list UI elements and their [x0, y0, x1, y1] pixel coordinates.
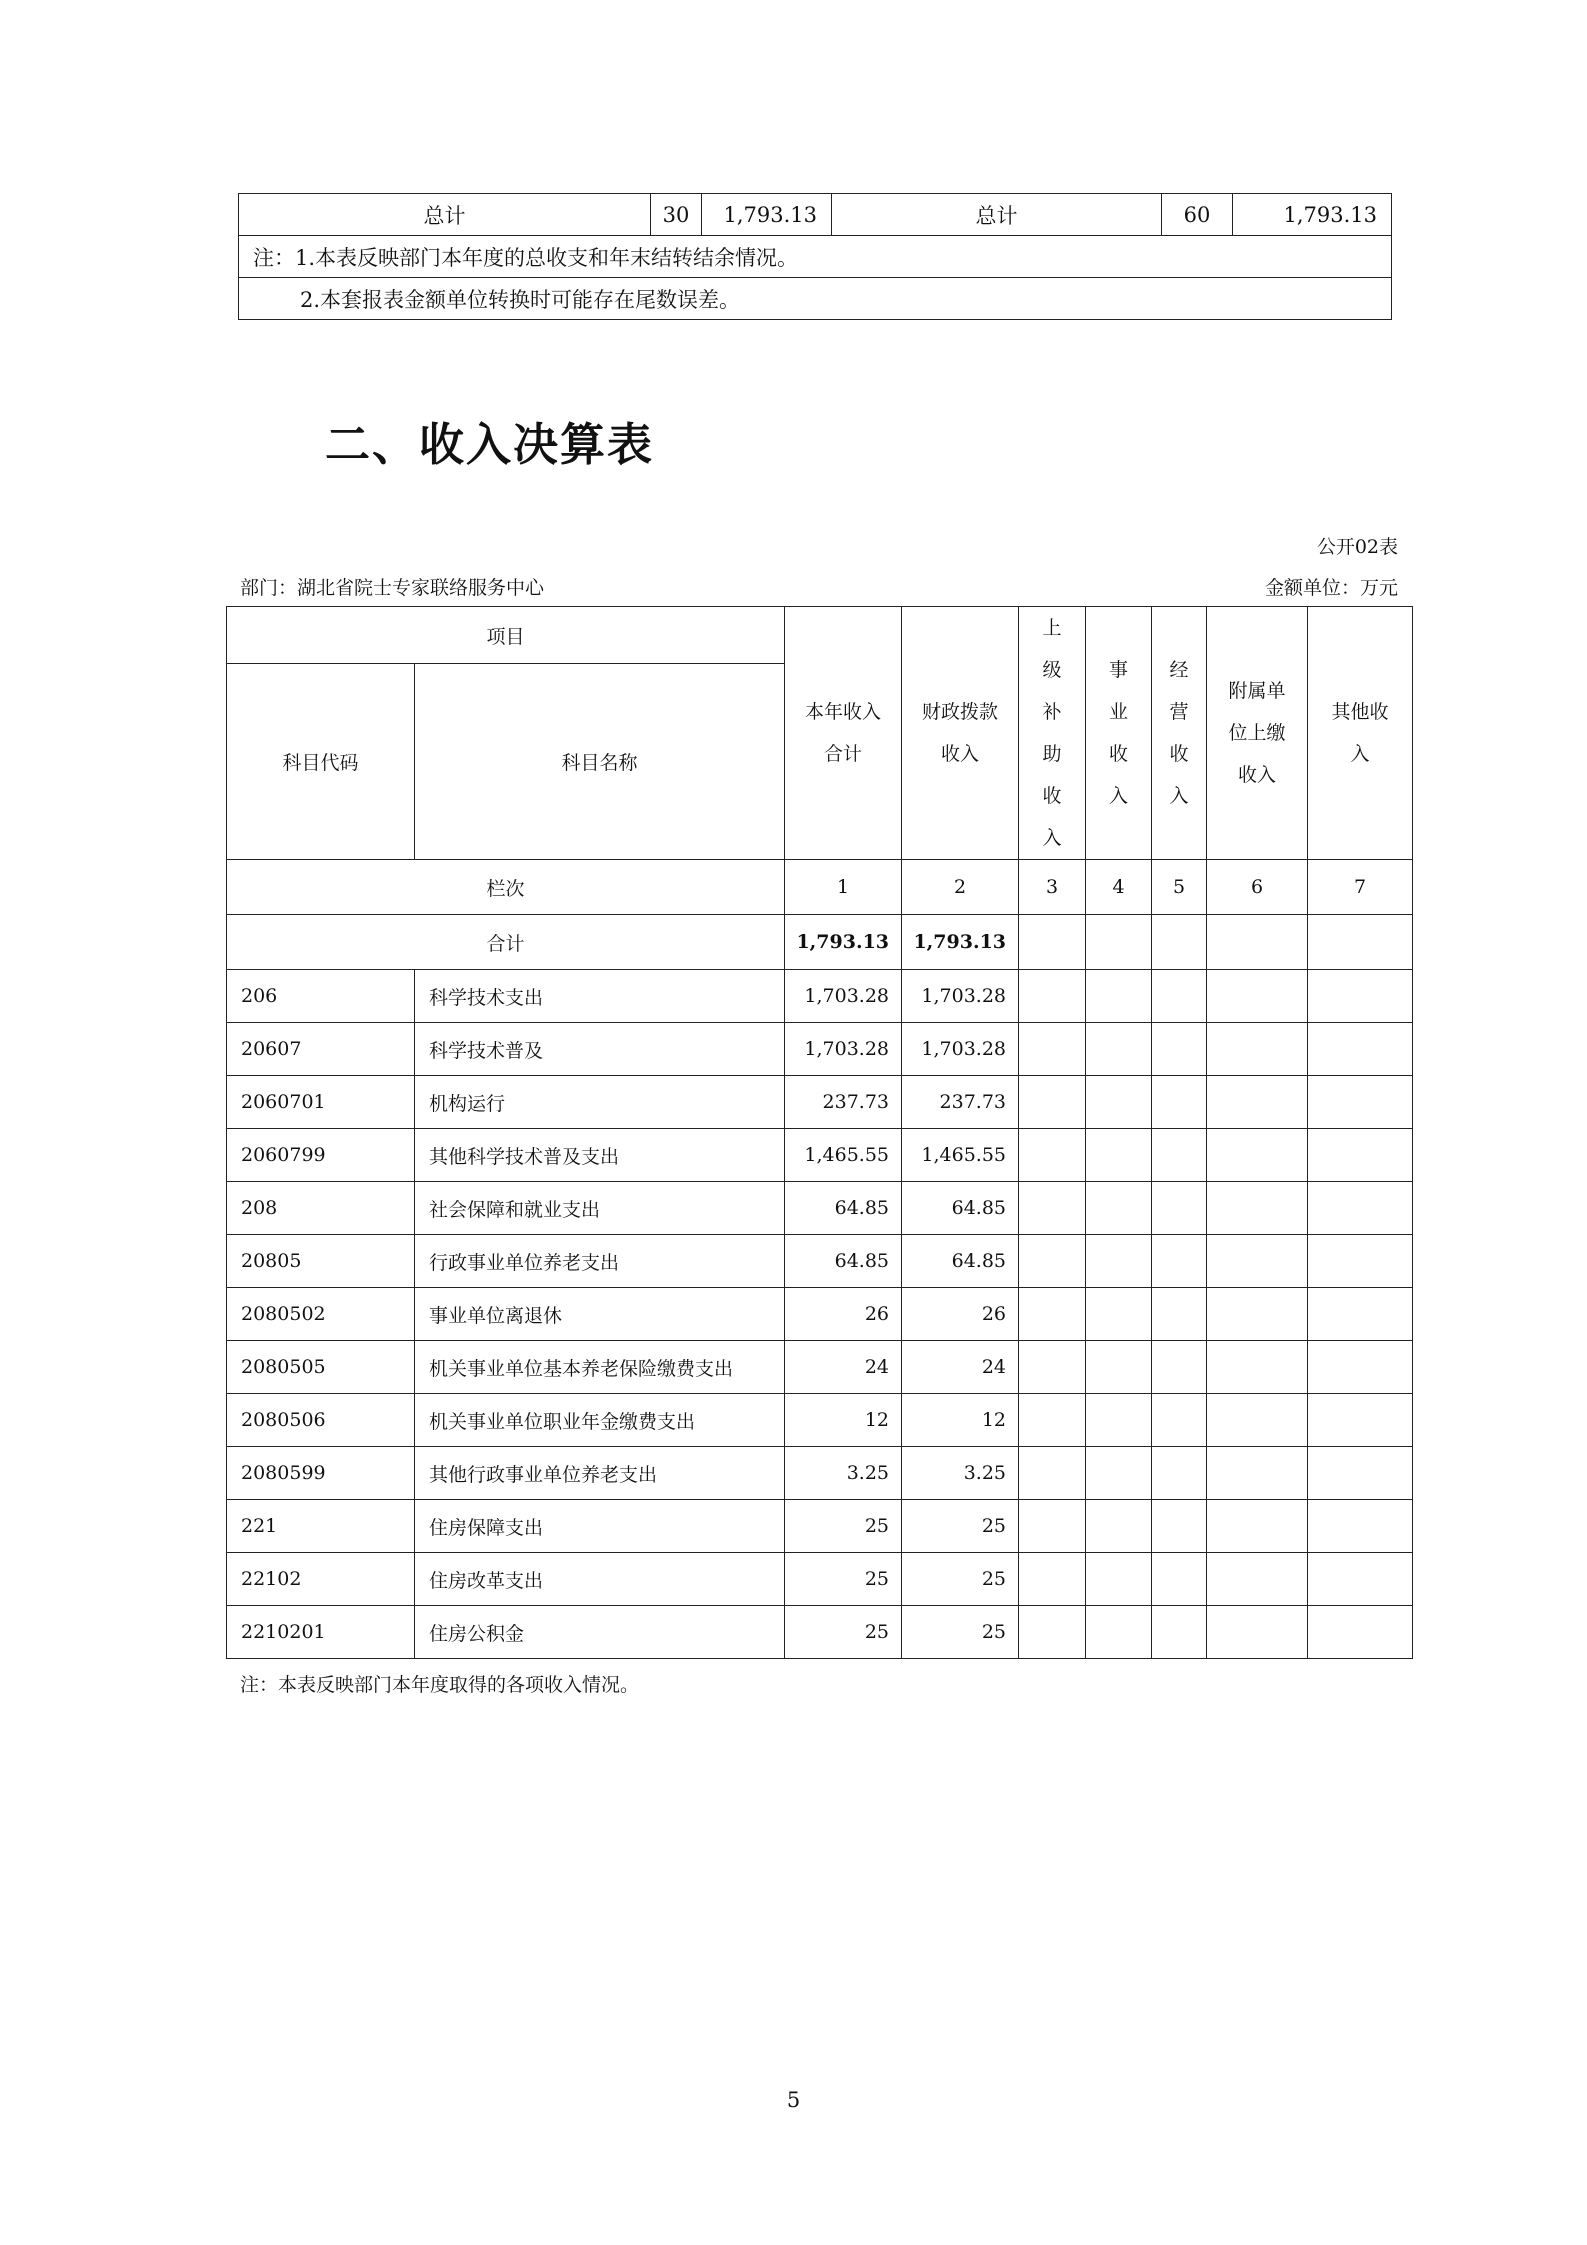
- row-total: 26: [785, 1288, 902, 1341]
- header-affiliated-line3: 收入: [1238, 764, 1277, 786]
- row-name: 住房公积金: [415, 1606, 785, 1659]
- row-code: 208: [227, 1182, 415, 1235]
- header-business-income: [1086, 607, 1152, 860]
- row-fiscal: 25: [902, 1606, 1019, 1659]
- summary-note-1: 注：1.本表反映部门本年度的总收支和年末结转结余情况。: [239, 236, 1392, 278]
- table-row: [227, 1076, 1413, 1129]
- table-row: [227, 1023, 1413, 1076]
- header-total-line1: 本年收入: [805, 701, 882, 723]
- header-operating-income: [1152, 607, 1207, 860]
- row-name: 机关事业单位基本养老保险缴费支出: [415, 1341, 785, 1394]
- total-label: 合计: [227, 915, 785, 970]
- summary-note-row-1: [239, 236, 1392, 278]
- row-name: 社会保障和就业支出: [415, 1182, 785, 1235]
- column-number: 2: [902, 860, 1019, 915]
- table-row: [227, 1447, 1413, 1500]
- row-code: 20805: [227, 1235, 415, 1288]
- header-operating-char: 经: [1169, 659, 1189, 681]
- summary-left-label: 总计: [239, 194, 651, 236]
- row-fiscal: 25: [902, 1500, 1019, 1553]
- table-footnote: 注：本表反映部门本年度取得的各项收入情况。: [240, 1674, 640, 1696]
- header-operating-char: 收: [1169, 743, 1189, 765]
- row-fiscal: 1,465.55: [902, 1129, 1019, 1182]
- row-fiscal: 64.85: [902, 1182, 1019, 1235]
- row-fiscal: 237.73: [902, 1076, 1019, 1129]
- row-total: 12: [785, 1394, 902, 1447]
- column-number: 3: [1019, 860, 1086, 915]
- summary-right-amount: 1,793.13: [1233, 194, 1392, 236]
- header-superior-char: 收: [1042, 785, 1062, 807]
- column-number: 4: [1086, 860, 1152, 915]
- header-name: 科目名称: [415, 664, 785, 860]
- header-operating-char: 营: [1169, 701, 1189, 723]
- header-affiliated-income: [1207, 607, 1308, 860]
- row-fiscal: 26: [902, 1288, 1019, 1341]
- row-total: 237.73: [785, 1076, 902, 1129]
- row-total: 25: [785, 1500, 902, 1553]
- summary-left-row: 30: [651, 194, 702, 236]
- column-number-label: 栏次: [227, 860, 785, 915]
- header-fiscal-line2: 收入: [941, 743, 980, 765]
- row-total: 1,703.28: [785, 1023, 902, 1076]
- row-fiscal: 12: [902, 1394, 1019, 1447]
- row-name: 行政事业单位养老支出: [415, 1235, 785, 1288]
- header-total-line2: 合计: [824, 743, 863, 765]
- total-row: [227, 915, 1413, 970]
- row-code: 2080502: [227, 1288, 415, 1341]
- row-total: 1,465.55: [785, 1129, 902, 1182]
- header-superior-char: 助: [1042, 743, 1062, 765]
- row-name: 机关事业单位职业年金缴费支出: [415, 1394, 785, 1447]
- row-total: 24: [785, 1341, 902, 1394]
- row-name: 住房保障支出: [415, 1500, 785, 1553]
- row-total: 64.85: [785, 1182, 902, 1235]
- department-label: 部门：湖北省院士专家联络服务中心: [240, 577, 545, 599]
- form-id: 公开02表: [1316, 536, 1398, 558]
- row-fiscal: 1,703.28: [902, 970, 1019, 1023]
- row-name: 科学技术普及: [415, 1023, 785, 1076]
- row-code: 2080599: [227, 1447, 415, 1500]
- header-superior-char: 级: [1042, 659, 1062, 681]
- row-fiscal: 64.85: [902, 1235, 1019, 1288]
- summary-total-row: [239, 194, 1392, 236]
- column-number: 6: [1207, 860, 1308, 915]
- header-total: [785, 607, 902, 860]
- row-name: 其他行政事业单位养老支出: [415, 1447, 785, 1500]
- header-superior-char: 上: [1042, 617, 1062, 639]
- row-code: 20607: [227, 1023, 415, 1076]
- header-other-line2: 入: [1350, 743, 1370, 765]
- row-code: 2060799: [227, 1129, 415, 1182]
- row-fiscal: 1,703.28: [902, 1023, 1019, 1076]
- header-item: 项目: [227, 607, 785, 664]
- header-affiliated-line1: 附属单: [1228, 680, 1286, 702]
- header-code: 科目代码: [227, 664, 415, 860]
- income-table: [226, 606, 1413, 1659]
- header-business-char: 收: [1109, 743, 1129, 765]
- header-affiliated-line2: 位上缴: [1228, 722, 1286, 744]
- row-total: 25: [785, 1553, 902, 1606]
- row-code: 221: [227, 1500, 415, 1553]
- row-code: 2080505: [227, 1341, 415, 1394]
- row-total: 64.85: [785, 1235, 902, 1288]
- header-fiscal: [902, 607, 1019, 860]
- header-business-char: 业: [1109, 701, 1129, 723]
- header-business-char: 事: [1109, 659, 1129, 681]
- row-name: 住房改革支出: [415, 1553, 785, 1606]
- row-fiscal: 24: [902, 1341, 1019, 1394]
- table-row: [227, 970, 1413, 1023]
- header-other-income: [1308, 607, 1413, 860]
- table-row: [227, 1553, 1413, 1606]
- header-superior-char: 入: [1042, 827, 1062, 849]
- row-fiscal: 3.25: [902, 1447, 1019, 1500]
- row-name: 其他科学技术普及支出: [415, 1129, 785, 1182]
- row-code: 2210201: [227, 1606, 415, 1659]
- header-superior-subsidy: [1019, 607, 1086, 860]
- row-total: 1,703.28: [785, 970, 902, 1023]
- page-number: 5: [786, 2088, 801, 2112]
- table-row: [227, 1288, 1413, 1341]
- table-row: [227, 1182, 1413, 1235]
- summary-note-2: 2.本套报表金额单位转换时可能存在尾数误差。: [239, 278, 1392, 320]
- summary-note-row-2: [239, 278, 1392, 320]
- header-other-line1: 其他收: [1331, 701, 1389, 723]
- table-row: [227, 1129, 1413, 1182]
- row-total: 3.25: [785, 1447, 902, 1500]
- row-name: 机构运行: [415, 1076, 785, 1129]
- row-total: 25: [785, 1606, 902, 1659]
- column-number: 1: [785, 860, 902, 915]
- row-code: 2080506: [227, 1394, 415, 1447]
- column-number: 7: [1308, 860, 1413, 915]
- table-row: [227, 1341, 1413, 1394]
- row-name: 事业单位离退休: [415, 1288, 785, 1341]
- summary-right-row: 60: [1162, 194, 1233, 236]
- row-code: 2060701: [227, 1076, 415, 1129]
- summary-left-amount: 1,793.13: [702, 194, 832, 236]
- summary-right-label: 总计: [832, 194, 1162, 236]
- table-row: [227, 1606, 1413, 1659]
- header-row-1: [227, 607, 1413, 664]
- table-row: [227, 1394, 1413, 1447]
- summary-table: [238, 193, 1392, 320]
- total-fiscal: 1,793.13: [902, 915, 1019, 970]
- header-business-char: 入: [1109, 785, 1129, 807]
- column-number: 5: [1152, 860, 1207, 915]
- row-code: 206: [227, 970, 415, 1023]
- column-number-row: [227, 860, 1413, 915]
- row-code: 22102: [227, 1553, 415, 1606]
- total-amount: 1,793.13: [785, 915, 902, 970]
- row-fiscal: 25: [902, 1553, 1019, 1606]
- header-operating-char: 入: [1169, 785, 1189, 807]
- header-superior-char: 补: [1042, 701, 1062, 723]
- table-row: [227, 1500, 1413, 1553]
- amount-unit: 金额单位：万元: [1264, 577, 1398, 599]
- row-name: 科学技术支出: [415, 970, 785, 1023]
- section-title: 二、收入决算表: [325, 418, 655, 471]
- table-row: [227, 1235, 1413, 1288]
- header-fiscal-line1: 财政拨款: [922, 701, 999, 723]
